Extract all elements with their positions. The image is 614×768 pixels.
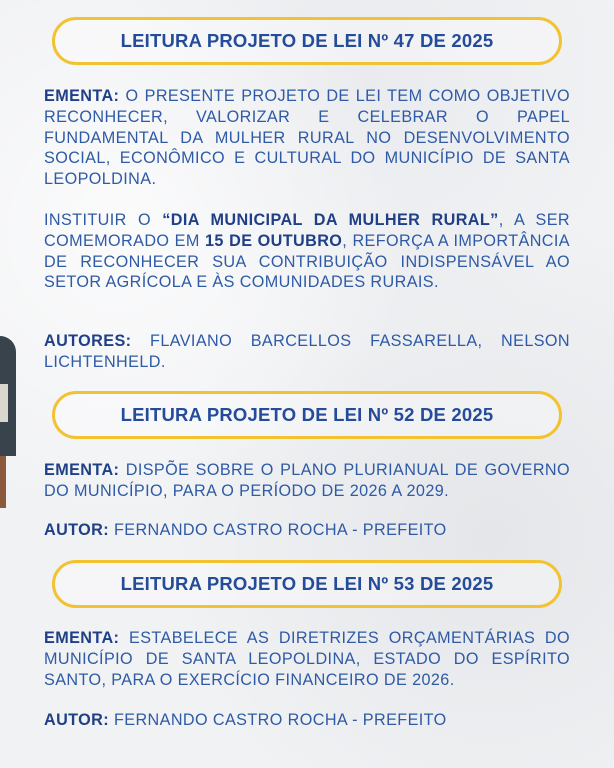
ementa-label: EMENTA: (44, 629, 120, 647)
institui-pl-47 (44, 210, 570, 293)
institui-day-name: “DIA MUNICIPAL DA MULHER RURAL” (162, 211, 499, 229)
ementa-text: ESTABELECE AS DIRETRIZES ORÇAMENTÁRIAS DO MUNICÍPIO DE SANTA LEOPOLDINA, ESTADO DO ESPÍRITO SANTO, PARA O EXERCÍCIO FINANCEIRO DE 2026. (44, 629, 570, 689)
autor-text: FERNANDO CASTRO ROCHA - PREFEITO (109, 711, 447, 729)
autores-text: FLAVIANO BARCELLOS FASSARELLA, NELSON LICHTENHELD. (44, 332, 570, 371)
ementa-pl-47 (44, 86, 570, 190)
institui-prefix: INSTITUIR O (44, 211, 163, 229)
ementa-pl-53 (44, 628, 570, 690)
ementa-text: DISPÕE SOBRE O PLANO PLURIANUAL DE GOVERNO DO MUNICÍPIO, PARA O PERÍODO DE 2026 A 2029. (44, 461, 570, 500)
institui-date: 15 DE OUTUBRO (205, 231, 343, 250)
section-title-text: LEITURA PROJETO DE LEI Nº 53 DE 2025 (120, 573, 494, 594)
section-title-pl-52 (52, 391, 562, 439)
autores-pl-47 (44, 331, 570, 373)
person-collar (0, 384, 8, 422)
autor-label: AUTOR: (44, 521, 110, 539)
autor-pl-52 (44, 520, 570, 541)
autor-text: FERNANDO CASTRO ROCHA - PREFEITO (109, 521, 447, 539)
ementa-label: EMENTA: (44, 461, 120, 479)
section-title-pl-47 (52, 17, 562, 65)
ementa-text: O PRESENTE PROJETO DE LEI TEM COMO OBJETIVO RECONHECER, VALORIZAR E CELEBRAR O PAPEL FUNDAMENTAL DA MULHER RURAL NO DESENVOLVIMENTO SOCIAL, ECONÔMICO E CULTURAL DO MUNICÍPIO DE SANTA LEOPOLDINA. (44, 87, 570, 189)
autores-label: AUTORES: (44, 332, 132, 350)
section-title-text: LEITURA PROJETO DE LEI Nº 52 DE 2025 (120, 404, 494, 425)
person-hand (0, 456, 6, 508)
institui-suffix: , REFORÇA A IMPORTÂNCIA DE RECONHECER SUA CONTRIBUIÇÃO INDISPENSÁVEL AO SETOR AGRÍCOLA E ÀS COMUNIDADES RURAIS. (44, 231, 570, 292)
ementa-label: EMENTA: (44, 87, 120, 105)
autor-pl-53 (44, 710, 570, 731)
institui-mid: , A SER COMEMORADO EM (44, 211, 571, 250)
autor-label: AUTOR: (44, 711, 110, 729)
section-title-text: LEITURA PROJETO DE LEI Nº 47 DE 2025 (120, 30, 494, 51)
ementa-pl-52 (44, 460, 570, 502)
section-title-pl-53 (52, 560, 562, 608)
person-photo-edge (0, 336, 18, 456)
